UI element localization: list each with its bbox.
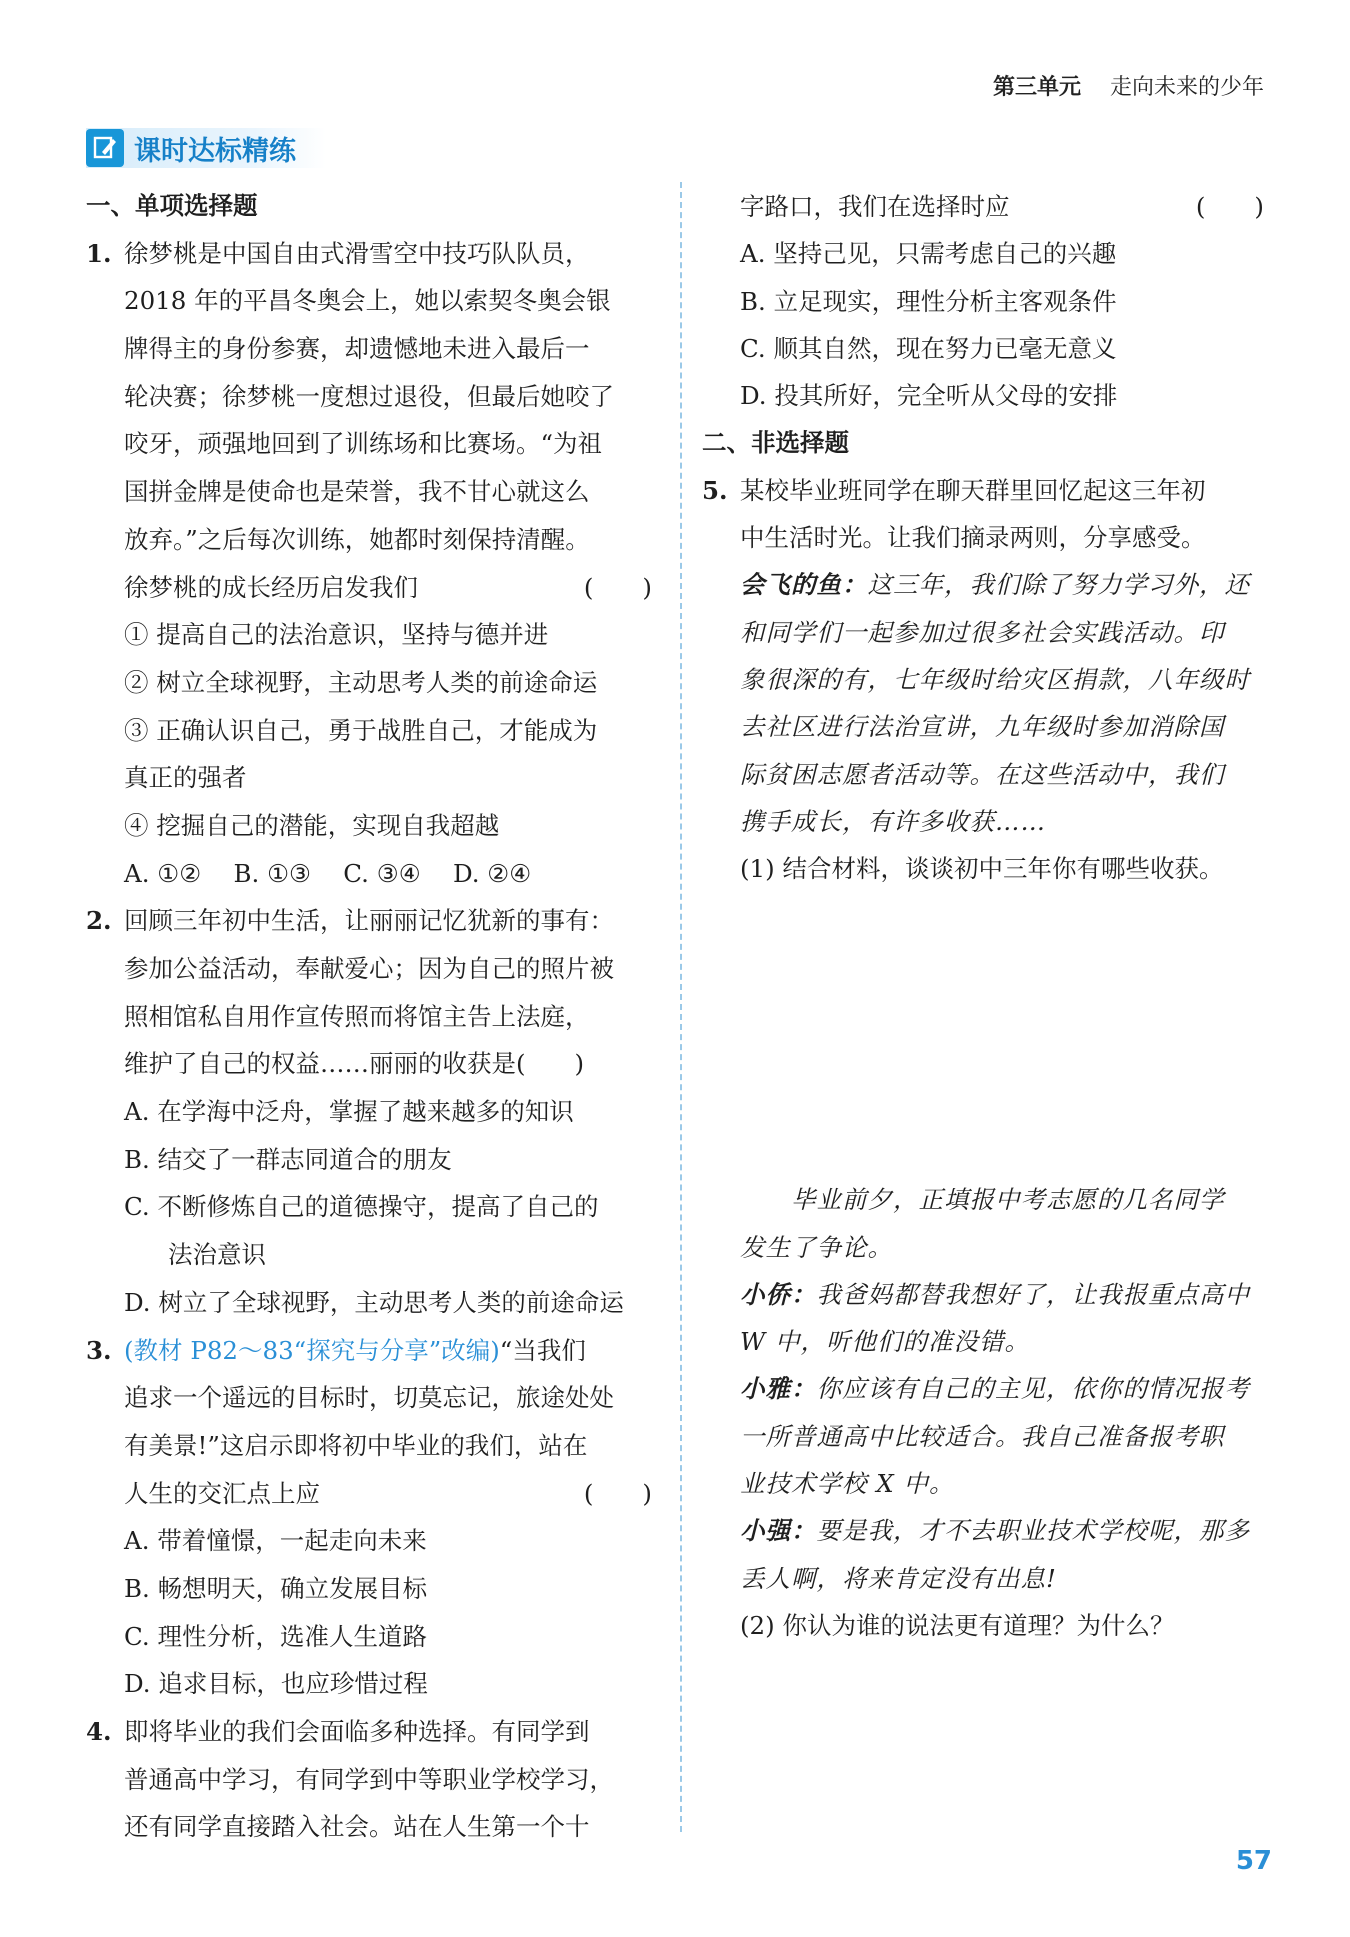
line-text: 和同学们一起参加过很多社会实践活动。印 xyxy=(740,617,1225,647)
text-line xyxy=(86,516,656,564)
text-line xyxy=(86,1422,656,1470)
line-text: “当我们 xyxy=(499,1335,586,1365)
right-column xyxy=(702,183,1268,1649)
line-text: ② 树立全球视野，主动思考人类的前途命运 xyxy=(124,667,598,697)
line-text: 一所普通高中比较适合。我自己准备报考职 xyxy=(740,1421,1225,1451)
line-text: 普通高中学习，有同学到中等职业学校学习， xyxy=(124,1764,614,1794)
text-line xyxy=(702,1176,1268,1223)
text-line xyxy=(86,373,656,421)
line-text: 轮决赛；徐梦桃一度想过退役，但最后她咬了 xyxy=(124,381,614,411)
text-line xyxy=(702,798,1268,845)
line-text: D. 追求目标，也应珍惜过程 xyxy=(124,1669,428,1699)
line-text: 一、单项选择题 xyxy=(86,191,258,220)
question-line xyxy=(86,1327,656,1375)
line-text: B. 立足现实，理性分析主客观条件 xyxy=(740,286,1117,316)
line-text: 毕业前夕，正填报中考志愿的几名同学 xyxy=(740,1185,1225,1215)
line-text: W 中，听他们的准没错。 xyxy=(740,1327,1030,1357)
text-line xyxy=(86,1803,656,1851)
line-text: 法治意识 xyxy=(168,1240,266,1270)
line-text: 我爸妈都替我想好了，让我报重点高中 xyxy=(816,1279,1250,1309)
text-line xyxy=(86,468,656,516)
text-line xyxy=(702,609,1268,656)
line-text: 要是我，才不去职业技术学校呢，那多 xyxy=(816,1516,1250,1546)
line-text: 牌得主的身份参赛，却遗憾地未进入最后一 xyxy=(124,334,590,364)
answer-space xyxy=(702,987,1268,1034)
text-line xyxy=(86,993,656,1041)
text-line xyxy=(86,945,656,993)
text-line xyxy=(702,656,1268,703)
line-text: 象很深的有，七年级时给灾区捐款，八年级时 xyxy=(740,664,1250,694)
line-text: 去社区进行法治宣讲，九年级时参加消除国 xyxy=(740,712,1225,742)
text-line xyxy=(86,659,656,707)
text-line xyxy=(86,1231,656,1279)
text-line xyxy=(702,278,1268,325)
line-text: 中生活时光。让我们摘录两则，分享感受。 xyxy=(740,523,1206,553)
speaker-name: 会飞的鱼： xyxy=(740,570,868,600)
text-line xyxy=(86,1470,656,1518)
answer-space xyxy=(702,892,1268,939)
page-number: 57 xyxy=(1235,1846,1272,1876)
text-line xyxy=(702,1224,1268,1271)
text-line xyxy=(86,850,656,898)
line-text: 维护了自己的权益……丽丽的收获是( ) xyxy=(124,1049,585,1079)
line-text: 追求一个遥远的目标时，切莫忘记，旅途处处 xyxy=(124,1383,614,1413)
text-line xyxy=(86,1088,656,1136)
source-note: (教材 P82～83“探究与分享”改编) xyxy=(124,1335,500,1365)
line-text: A. 带着憧憬，一起走向未来 xyxy=(124,1526,427,1556)
text-line xyxy=(702,751,1268,798)
answer-space xyxy=(702,1129,1268,1176)
text-line xyxy=(86,1279,656,1327)
text-line xyxy=(86,802,656,850)
line-text: 发生了争论。 xyxy=(740,1232,893,1262)
text-line xyxy=(86,564,656,612)
line-text: 咬牙，顽强地回到了训练场和比赛场。“为祖 xyxy=(124,429,603,459)
question-line xyxy=(86,897,656,945)
text-line xyxy=(86,1040,656,1088)
text-line xyxy=(702,1602,1268,1649)
line-text: 即将毕业的我们会面临多种选择。有同学到 xyxy=(124,1717,590,1746)
speaker-name: 小侨： xyxy=(740,1279,817,1309)
text-line xyxy=(702,514,1268,561)
unit-title: 走向未来的少年 xyxy=(1109,75,1264,100)
question-line xyxy=(86,230,656,278)
line-text: 人生的交汇点上应 xyxy=(124,1478,320,1508)
text-line xyxy=(86,420,656,468)
question-number: 4. xyxy=(86,1717,112,1746)
line-text: 这三年，我们除了努力学习外，还 xyxy=(867,570,1250,600)
line-text: 携手成长，有许多收获…… xyxy=(740,806,1046,836)
question-number: 5. xyxy=(702,475,728,505)
line-text: 有美景!”这启示即将初中毕业的我们，站在 xyxy=(124,1430,588,1460)
text-line xyxy=(702,561,1268,608)
text-line xyxy=(86,1136,656,1184)
text-line xyxy=(702,1460,1268,1507)
text-line xyxy=(702,1507,1268,1554)
text-line xyxy=(702,372,1268,419)
text-line xyxy=(86,611,656,659)
line-text: 放弃。”之后每次训练，她都时刻保持清醒。 xyxy=(124,524,590,554)
text-line xyxy=(86,1613,656,1661)
line-text: B. 畅想明天，确立发展目标 xyxy=(124,1573,428,1603)
line-text: D. 树立了全球视野，主动思考人类的前途命运 xyxy=(124,1287,624,1317)
question-number: 1. xyxy=(86,238,112,268)
text-line xyxy=(702,1365,1268,1412)
line-text: 照相馆私自用作宣传照而将馆主告上法庭， xyxy=(124,1001,590,1031)
question-line xyxy=(702,467,1268,514)
line-text: 际贫困志愿者活动等。在这些活动中，我们 xyxy=(740,759,1225,789)
question-number: 2. xyxy=(86,906,112,936)
text-line xyxy=(702,230,1268,277)
line-text: A. 坚持己见，只需考虑自己的兴趣 xyxy=(740,239,1117,269)
text-line xyxy=(702,845,1268,892)
line-text: 还有同学直接踏入社会。站在人生第一个十 xyxy=(124,1812,590,1842)
line-text: 回顾三年初中生活，让丽丽记忆犹新的事有： xyxy=(124,906,614,936)
text-line xyxy=(702,183,1268,230)
line-text: 某校毕业班同学在聊天群里回忆起这三年初 xyxy=(740,475,1206,505)
section-heading xyxy=(702,419,1268,466)
answer-space xyxy=(702,940,1268,987)
text-line xyxy=(86,1517,656,1565)
text-line xyxy=(702,1271,1268,1318)
text-line xyxy=(86,1660,656,1708)
section-heading xyxy=(86,182,656,230)
line-text: 国拼金牌是使命也是荣誉，我不甘心就这么 xyxy=(124,477,590,507)
line-text: 业技术学校 X 中。 xyxy=(740,1469,955,1499)
answer-space xyxy=(702,1082,1268,1129)
line-text: (2) 你认为谁的说法更有道理？为什么？ xyxy=(740,1610,1175,1640)
line-text: 丢人啊，将来肯定没有出息! xyxy=(740,1563,1057,1593)
text-line xyxy=(86,1756,656,1804)
question-line xyxy=(86,1708,656,1756)
text-line xyxy=(702,325,1268,372)
pen-icon xyxy=(86,129,124,167)
line-text: 二、非选择题 xyxy=(702,428,849,458)
unit-label: 第三单元 xyxy=(992,75,1081,100)
column-divider xyxy=(680,182,682,1832)
running-header xyxy=(993,70,1264,101)
text-line xyxy=(702,1413,1268,1460)
section-title-banner xyxy=(86,128,326,168)
line-text: ④ 挖掘自己的潜能，实现自我超越 xyxy=(124,810,500,840)
section-title: 课时达标精练 xyxy=(134,135,296,167)
line-text: (1) 结合材料，谈谈初中三年你有哪些收获。 xyxy=(740,854,1224,884)
text-line xyxy=(86,707,656,755)
line-text: ③ 正确认识自己，勇于战胜自己，才能成为 xyxy=(124,715,598,745)
text-line xyxy=(86,277,656,325)
text-line xyxy=(86,1374,656,1422)
text-line xyxy=(86,325,656,373)
line-text: D. 投其所好，完全听从父母的安排 xyxy=(740,381,1118,411)
answer-space xyxy=(702,1034,1268,1081)
line-text: ① 提高自己的法治意识，坚持与德并进 xyxy=(124,620,549,650)
text-line xyxy=(86,1183,656,1231)
text-line xyxy=(702,1555,1268,1602)
answer-bracket: ( ) xyxy=(583,572,652,602)
line-text: C. 不断修炼自己的道德操守，提高了自己的 xyxy=(124,1192,599,1222)
answer-bracket: ( ) xyxy=(1195,192,1264,221)
line-text: 参加公益活动，奉献爱心；因为自己的照片被 xyxy=(124,954,614,983)
question-number: 3. xyxy=(86,1335,112,1365)
left-column xyxy=(86,182,656,1851)
answer-bracket: ( ) xyxy=(583,1478,652,1508)
speaker-name: 小强： xyxy=(740,1516,817,1546)
line-text: A. 在学海中泛舟，掌握了越来越多的知识 xyxy=(124,1097,574,1127)
text-line xyxy=(702,1318,1268,1365)
text-line xyxy=(86,1565,656,1613)
speaker-name: 小雅： xyxy=(740,1374,817,1404)
line-text: C. 顺其自然，现在努力已毫无意义 xyxy=(740,333,1117,363)
line-text: 真正的强者 xyxy=(124,763,247,793)
line-text: B. 结交了一群志同道合的朋友 xyxy=(124,1144,452,1174)
text-line xyxy=(702,703,1268,750)
line-text: C. 理性分析，选准人生道路 xyxy=(124,1621,427,1651)
line-text: 徐梦桃的成长经历启发我们 xyxy=(124,572,418,602)
text-line xyxy=(86,754,656,802)
line-text: 2018 年的平昌冬奥会上，她以索契冬奥会银 xyxy=(124,286,611,316)
line-text: 你应该有自己的主见，依你的情况报考 xyxy=(816,1374,1250,1404)
line-text: 徐梦桃是中国自由式滑雪空中技巧队队员， xyxy=(124,238,590,268)
line-text: 字路口，我们在选择时应 xyxy=(740,192,1010,221)
line-text: A. ①② B. ①③ C. ③④ D. ②④ xyxy=(124,858,532,888)
